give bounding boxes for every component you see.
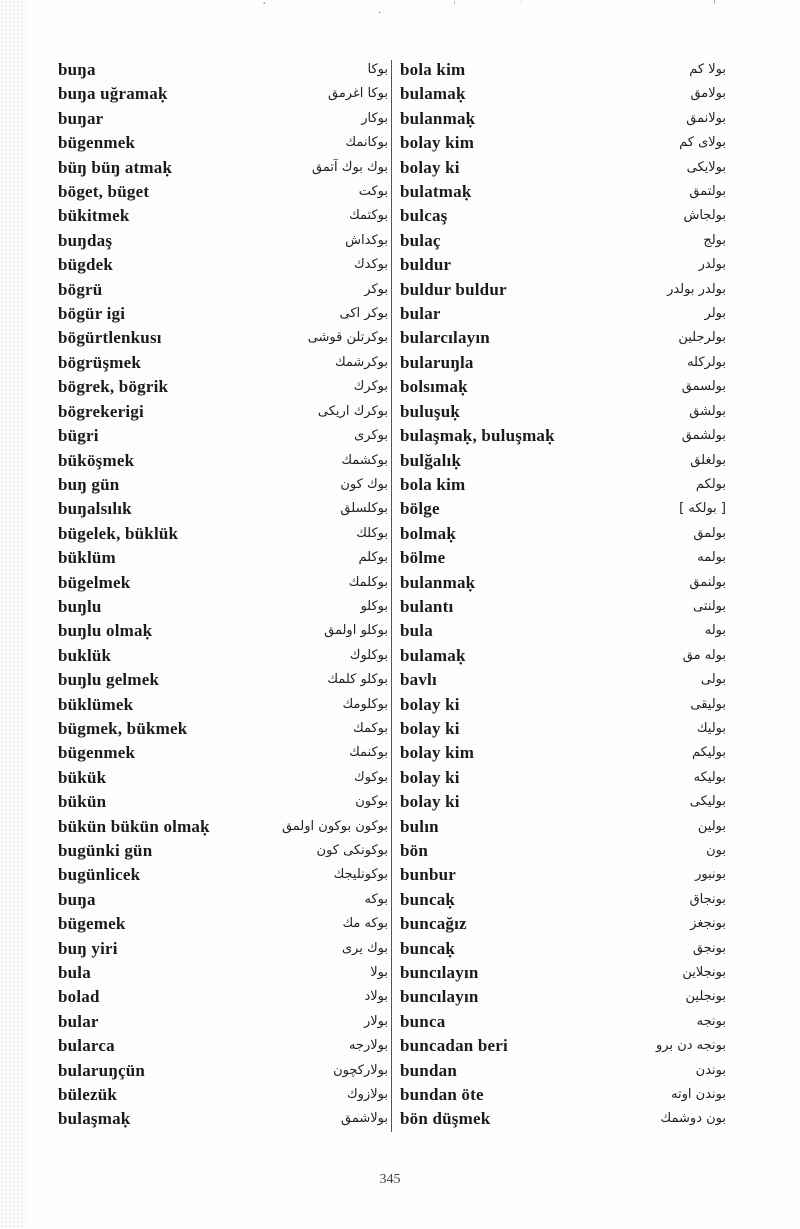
entry-transliteration: bükük bbox=[58, 767, 107, 787]
entry-transliteration: bügenmek bbox=[58, 133, 136, 153]
entry-transliteration: bolay ki bbox=[400, 718, 460, 738]
entry-arabic-script: بون bbox=[706, 843, 726, 858]
entry-transliteration: bögrekerigi bbox=[58, 401, 144, 421]
dictionary-entry bbox=[400, 912, 726, 936]
dictionary-entry bbox=[400, 156, 726, 180]
dictionary-entry bbox=[400, 473, 726, 497]
dictionary-entry bbox=[400, 790, 726, 814]
entry-arabic-script: بولى bbox=[700, 672, 726, 688]
dictionary-entry bbox=[58, 937, 388, 961]
entry-arabic-script: بونجه دن برو bbox=[656, 1038, 726, 1054]
entry-transliteration: bola kim bbox=[400, 474, 466, 494]
entry-transliteration: büköşmek bbox=[58, 450, 135, 470]
dictionary-entry bbox=[400, 229, 726, 253]
dictionary-entry bbox=[400, 888, 726, 912]
entry-arabic-script: بوكانمك bbox=[345, 135, 388, 151]
dictionary-entry bbox=[400, 131, 726, 155]
entry-transliteration: buluşuḳ bbox=[400, 401, 461, 421]
entry-arabic-script: بولا كم bbox=[689, 62, 726, 77]
entry-transliteration: bularuŋçün bbox=[58, 1060, 146, 1080]
dictionary-entry bbox=[400, 619, 726, 643]
entry-transliteration: buŋdaş bbox=[58, 230, 113, 250]
entry-arabic-script: بوكلو bbox=[360, 598, 388, 614]
entry-transliteration: buŋlu olmaḳ bbox=[58, 621, 153, 641]
dictionary-entry bbox=[400, 107, 726, 131]
entry-arabic-script: بولسمق bbox=[681, 379, 726, 395]
dictionary-entry bbox=[400, 82, 726, 106]
entry-arabic-script: بوكون بوكون اولمق bbox=[281, 818, 388, 834]
entry-transliteration: büklüm bbox=[58, 548, 116, 568]
entry-arabic-script: بولشمق bbox=[681, 428, 726, 444]
dictionary-entry bbox=[58, 400, 388, 424]
entry-arabic-script: بونجه bbox=[696, 1013, 726, 1029]
dictionary-entry bbox=[58, 619, 388, 643]
entry-transliteration: buŋlu bbox=[58, 596, 102, 616]
entry-transliteration: bularca bbox=[58, 1036, 115, 1056]
entry-arabic-script: بولمق bbox=[693, 525, 726, 541]
dictionary-entry bbox=[400, 278, 726, 302]
entry-arabic-script: بولامق bbox=[690, 86, 726, 102]
entry-transliteration: bölme bbox=[400, 548, 446, 568]
entry-transliteration: buncılayın bbox=[400, 987, 479, 1007]
dictionary-entry bbox=[400, 571, 726, 595]
left-column bbox=[58, 58, 388, 1132]
entry-transliteration: bulaşmaḳ, buluşmaḳ bbox=[400, 426, 555, 446]
entry-transliteration: buŋ yiri bbox=[58, 938, 118, 958]
entry-arabic-script: بولرجلين bbox=[678, 330, 726, 346]
entry-transliteration: bügmek, bükmek bbox=[58, 718, 188, 738]
entry-transliteration: bularcılayın bbox=[400, 328, 490, 348]
dictionary-entry bbox=[58, 790, 388, 814]
entry-transliteration: bular bbox=[400, 304, 441, 324]
entry-transliteration: bularuŋla bbox=[400, 352, 474, 372]
entry-transliteration: bulaç bbox=[400, 230, 441, 250]
entry-transliteration: bulın bbox=[400, 816, 439, 836]
dictionary-entry bbox=[58, 424, 388, 448]
entry-transliteration: bulantı bbox=[400, 596, 454, 616]
entry-arabic-script: بوك يرى bbox=[341, 940, 388, 956]
entry-transliteration: bavlı bbox=[400, 670, 437, 690]
dictionary-entry bbox=[400, 302, 726, 326]
entry-arabic-script: بوليكه bbox=[693, 769, 726, 785]
entry-transliteration: bolay kim bbox=[400, 743, 475, 763]
dictionary-entry bbox=[400, 204, 726, 228]
dictionary-entry bbox=[58, 375, 388, 399]
entry-arabic-script: بونجاق bbox=[689, 891, 726, 907]
entry-arabic-script: بوك كون bbox=[340, 476, 388, 492]
entry-transliteration: buncadan beri bbox=[400, 1036, 508, 1056]
dictionary-entry bbox=[400, 815, 726, 839]
entry-arabic-script: بوكلمك bbox=[348, 574, 388, 590]
dictionary-entry bbox=[58, 815, 388, 839]
entry-arabic-script: بوكا bbox=[367, 62, 388, 77]
dictionary-entry bbox=[58, 985, 388, 1009]
entry-arabic-script: بوكت bbox=[358, 184, 388, 200]
entry-transliteration: bolay ki bbox=[400, 792, 460, 812]
entry-arabic-script: بوكه bbox=[364, 891, 388, 907]
dictionary-entry bbox=[58, 278, 388, 302]
entry-arabic-script: بولكم bbox=[695, 476, 726, 492]
top-print-marks bbox=[0, 0, 800, 24]
entry-arabic-script: بولاى كم bbox=[679, 135, 726, 151]
entry-arabic-script: بوندن اوته bbox=[671, 1087, 726, 1103]
entry-arabic-script: بوليكم bbox=[691, 745, 726, 761]
column-divider bbox=[391, 60, 392, 1132]
entry-transliteration: buŋalsılık bbox=[58, 499, 132, 519]
entry-arabic-script: بوكدك bbox=[353, 257, 388, 273]
entry-transliteration: bükitmek bbox=[58, 206, 130, 226]
entry-arabic-script: بوكونليجك bbox=[333, 867, 388, 883]
entry-transliteration: buldur buldur bbox=[400, 279, 507, 299]
entry-transliteration: bula bbox=[400, 621, 433, 641]
entry-transliteration: bugünlicek bbox=[58, 865, 141, 885]
entry-arabic-script: بوندن bbox=[695, 1062, 726, 1078]
dictionary-entry bbox=[58, 131, 388, 155]
entry-arabic-script: بولج bbox=[703, 232, 726, 248]
dictionary-entry bbox=[58, 571, 388, 595]
entry-arabic-script: بونجلين bbox=[685, 989, 726, 1005]
entry-transliteration: buncağız bbox=[400, 914, 467, 934]
entry-arabic-script: بوليكى bbox=[689, 794, 726, 810]
entry-arabic-script: بوك بوك آتمق bbox=[312, 159, 388, 175]
entry-arabic-script: بوكوك bbox=[354, 769, 388, 785]
entry-transliteration: bulaşmaḳ bbox=[58, 1109, 131, 1129]
dictionary-entry bbox=[400, 375, 726, 399]
dictionary-entry bbox=[58, 1034, 388, 1058]
entry-arabic-script: بولارجه bbox=[348, 1038, 388, 1054]
entry-arabic-script: بولانمق bbox=[686, 110, 726, 126]
entry-transliteration: buŋar bbox=[58, 108, 104, 128]
entry-transliteration: buklük bbox=[58, 645, 112, 665]
entry-transliteration: bulcaş bbox=[400, 206, 448, 226]
dictionary-entry bbox=[58, 58, 388, 82]
dictionary-entry bbox=[58, 1010, 388, 1034]
entry-arabic-script: بولين bbox=[697, 818, 726, 834]
entry-transliteration: bön düşmek bbox=[400, 1109, 491, 1129]
entry-transliteration: bügenmek bbox=[58, 743, 136, 763]
entry-transliteration: böget, büget bbox=[58, 182, 150, 202]
dictionary-entry bbox=[400, 400, 726, 424]
entry-arabic-script: بولتمق bbox=[689, 184, 726, 200]
dictionary-entry bbox=[400, 449, 726, 473]
print-mark: · bbox=[378, 8, 382, 19]
entry-arabic-script: بولاد bbox=[364, 989, 388, 1005]
entry-arabic-script: بوكمك bbox=[353, 720, 388, 736]
entry-transliteration: buŋa bbox=[58, 889, 96, 909]
entry-transliteration: bulğalıḳ bbox=[400, 450, 462, 470]
dictionary-entry bbox=[58, 326, 388, 350]
dictionary-entry bbox=[58, 449, 388, 473]
entry-arabic-script: بوكلم bbox=[358, 550, 388, 566]
entry-transliteration: bola kim bbox=[400, 60, 466, 79]
entry-arabic-script: بولغلق bbox=[690, 452, 726, 468]
dictionary-entry bbox=[58, 204, 388, 228]
dictionary-entry bbox=[58, 473, 388, 497]
entry-arabic-script: بوليقى bbox=[690, 696, 726, 712]
entry-arabic-script: بولايكى bbox=[686, 159, 726, 175]
entry-transliteration: bulamaḳ bbox=[400, 645, 466, 665]
entry-transliteration: bula bbox=[58, 963, 91, 983]
entry-arabic-script: بوكار bbox=[361, 110, 388, 126]
entry-arabic-script: بوكونكى كون bbox=[316, 843, 388, 858]
entry-arabic-script: بوكر bbox=[364, 281, 388, 297]
dictionary-entry bbox=[58, 546, 388, 570]
dictionary-entry bbox=[58, 156, 388, 180]
dictionary-entry bbox=[400, 351, 726, 375]
entry-transliteration: buncılayın bbox=[400, 963, 479, 983]
dictionary-entry bbox=[58, 644, 388, 668]
entry-arabic-script: بوكلو كلمك bbox=[327, 672, 388, 688]
entry-transliteration: büŋ büŋ atmaḳ bbox=[58, 157, 173, 177]
entry-arabic-script: بوكتمك bbox=[349, 208, 388, 224]
entry-transliteration: bunca bbox=[400, 1011, 446, 1031]
entry-arabic-script: بوكلوك bbox=[349, 647, 388, 663]
dictionary-entry bbox=[58, 595, 388, 619]
entry-transliteration: bolay ki bbox=[400, 157, 460, 177]
dictionary-entry bbox=[58, 839, 388, 863]
dictionary-entry bbox=[400, 766, 726, 790]
entry-transliteration: bügdek bbox=[58, 255, 114, 275]
dictionary-entry bbox=[58, 253, 388, 277]
entry-arabic-script: بولنتى bbox=[693, 598, 726, 614]
entry-arabic-script: بوكون bbox=[355, 794, 388, 810]
entry-arabic-script: بولركله bbox=[687, 354, 726, 370]
dictionary-entry bbox=[58, 522, 388, 546]
entry-arabic-script: [ بولكه ] bbox=[679, 501, 726, 517]
dictionary-entry bbox=[400, 522, 726, 546]
page-edge-texture bbox=[0, 0, 26, 1229]
dictionary-entry bbox=[400, 58, 726, 82]
entry-arabic-script: بوله bbox=[704, 623, 726, 639]
entry-arabic-script: بوكر اكى bbox=[339, 306, 388, 322]
entry-arabic-script: بولازوك bbox=[346, 1087, 388, 1103]
dictionary-entry bbox=[400, 1059, 726, 1083]
dictionary-entry bbox=[400, 1083, 726, 1107]
entry-arabic-script: بوكلو اولمق bbox=[324, 623, 388, 639]
dictionary-entry bbox=[400, 326, 726, 350]
entry-transliteration: bögür igi bbox=[58, 304, 126, 324]
dictionary-entry bbox=[58, 302, 388, 326]
entry-arabic-script: بولمه bbox=[697, 550, 726, 566]
entry-arabic-script: بونجلاين bbox=[682, 965, 726, 981]
dictionary-entry bbox=[400, 253, 726, 277]
entry-transliteration: bulamaḳ bbox=[400, 84, 466, 104]
entry-transliteration: bügemek bbox=[58, 914, 126, 934]
entry-arabic-script: بولنمق bbox=[689, 574, 726, 590]
entry-transliteration: bölge bbox=[400, 499, 440, 519]
dictionary-entry bbox=[58, 863, 388, 887]
entry-transliteration: bögrü bbox=[58, 279, 103, 299]
entry-transliteration: bolay kim bbox=[400, 133, 475, 153]
entry-arabic-script: بوليك bbox=[696, 720, 726, 736]
dictionary-entry bbox=[58, 351, 388, 375]
entry-arabic-script: بوكه مك bbox=[342, 916, 388, 932]
entry-arabic-script: بولا bbox=[370, 965, 388, 981]
dictionary-entry bbox=[400, 717, 726, 741]
entry-arabic-script: بولار bbox=[363, 1013, 388, 1029]
entry-transliteration: bular bbox=[58, 1011, 99, 1031]
entry-transliteration: buŋa uğramaḳ bbox=[58, 84, 168, 104]
entry-arabic-script: بوكرى bbox=[354, 428, 388, 444]
entry-arabic-script: بوكلومك bbox=[342, 696, 388, 712]
entry-arabic-script: بوكرك اريكى bbox=[317, 403, 388, 419]
entry-transliteration: bolay ki bbox=[400, 767, 460, 787]
dictionary-entry bbox=[400, 839, 726, 863]
entry-arabic-script: بوكداش bbox=[345, 232, 388, 248]
entry-arabic-script: بوكرك bbox=[353, 379, 388, 395]
entry-transliteration: buŋlu gelmek bbox=[58, 670, 160, 690]
entry-arabic-script: بوكنمك bbox=[349, 745, 388, 761]
dictionary-entry bbox=[58, 1107, 388, 1131]
dictionary-entry bbox=[400, 546, 726, 570]
entry-transliteration: bön bbox=[400, 841, 429, 860]
dictionary-entry bbox=[400, 693, 726, 717]
entry-arabic-script: بونجق bbox=[692, 940, 726, 956]
dictionary-entry bbox=[400, 644, 726, 668]
entry-transliteration: buncaḳ bbox=[400, 938, 456, 958]
entry-arabic-script: بولاركچون bbox=[333, 1062, 388, 1078]
entry-transliteration: bükün bbox=[58, 792, 107, 812]
entry-transliteration: bolmaḳ bbox=[400, 523, 456, 543]
dictionary-entry bbox=[400, 961, 726, 985]
print-mark: ٰ ٰ bbox=[712, 2, 716, 13]
entry-arabic-script: بوكا اغرمق bbox=[327, 86, 388, 102]
entry-transliteration: buldur bbox=[400, 255, 452, 275]
entry-transliteration: bögürtlenkusı bbox=[58, 328, 162, 348]
entry-transliteration: buŋ gün bbox=[58, 474, 120, 494]
dictionary-entry bbox=[400, 668, 726, 692]
entry-transliteration: bükün bükün olmaḳ bbox=[58, 816, 210, 836]
entry-arabic-script: بولجاش bbox=[683, 208, 726, 224]
dictionary-entry bbox=[400, 1010, 726, 1034]
dictionary-entry bbox=[58, 82, 388, 106]
entry-transliteration: bügelek, büklük bbox=[58, 523, 179, 543]
entry-transliteration: bulanmaḳ bbox=[400, 108, 476, 128]
entry-arabic-script: بولاشمق bbox=[341, 1111, 388, 1127]
dictionary-entry bbox=[400, 1107, 726, 1131]
right-column bbox=[400, 58, 726, 1132]
dictionary-entry bbox=[400, 985, 726, 1009]
dictionary-entry bbox=[58, 1083, 388, 1107]
dictionary-entry bbox=[58, 1059, 388, 1083]
dictionary-entry bbox=[58, 888, 388, 912]
entry-transliteration: bugünki gün bbox=[58, 841, 153, 860]
dictionary-entry bbox=[58, 180, 388, 204]
entry-transliteration: büklümek bbox=[58, 694, 134, 714]
dictionary-entry bbox=[58, 693, 388, 717]
entry-transliteration: buncaḳ bbox=[400, 889, 456, 909]
entry-transliteration: bolay ki bbox=[400, 694, 460, 714]
entry-transliteration: bundan bbox=[400, 1060, 457, 1080]
entry-transliteration: bügelmek bbox=[58, 572, 131, 592]
entry-arabic-script: بوكلسلق bbox=[340, 501, 388, 517]
entry-transliteration: bülezük bbox=[58, 1085, 118, 1105]
entry-transliteration: bundan öte bbox=[400, 1085, 484, 1105]
entry-transliteration: buŋa bbox=[58, 60, 96, 79]
entry-transliteration: bügri bbox=[58, 426, 99, 446]
dictionary-entry bbox=[400, 595, 726, 619]
dictionary-entry bbox=[58, 961, 388, 985]
entry-transliteration: bögrek, bögrik bbox=[58, 377, 169, 397]
entry-arabic-script: بونبور bbox=[695, 867, 726, 883]
entry-transliteration: bulanmaḳ bbox=[400, 572, 476, 592]
entry-transliteration: bolsımaḳ bbox=[400, 377, 468, 397]
entry-arabic-script: بوكرشمك bbox=[334, 354, 388, 370]
entry-transliteration: bögrüşmek bbox=[58, 352, 142, 372]
entry-arabic-script: بوكشمك bbox=[341, 452, 388, 468]
entry-transliteration: bulatmaḳ bbox=[400, 182, 472, 202]
dictionary-entry bbox=[58, 912, 388, 936]
entry-arabic-script: بونجغز bbox=[690, 916, 726, 932]
dictionary-entry bbox=[400, 424, 726, 448]
dictionary-entry bbox=[58, 717, 388, 741]
entry-arabic-script: بوكلك bbox=[356, 525, 388, 541]
dictionary-entry bbox=[58, 766, 388, 790]
dictionary-entry bbox=[400, 1034, 726, 1058]
page-number: 345 bbox=[379, 1172, 401, 1187]
entry-arabic-script: بوكرتلن قوشى bbox=[307, 330, 388, 346]
entry-transliteration: bunbur bbox=[400, 865, 457, 885]
dictionary-entry bbox=[400, 741, 726, 765]
dictionary-entry bbox=[400, 497, 726, 521]
entry-transliteration: bolad bbox=[58, 987, 100, 1007]
dictionary-entry bbox=[400, 937, 726, 961]
dictionary-entry bbox=[58, 497, 388, 521]
dictionary-entry bbox=[58, 107, 388, 131]
entry-arabic-script: بولدر bbox=[698, 257, 726, 273]
dictionary-entry bbox=[400, 180, 726, 204]
dictionary-entry bbox=[58, 229, 388, 253]
entry-arabic-script: بوله مق bbox=[682, 647, 726, 663]
dictionary-entry bbox=[58, 668, 388, 692]
entry-arabic-script: بولر bbox=[704, 306, 726, 322]
dictionary-entry bbox=[400, 863, 726, 887]
entry-arabic-script: بولشق bbox=[689, 403, 726, 419]
dictionary-entry bbox=[58, 741, 388, 765]
entry-arabic-script: بون دوشمك bbox=[660, 1111, 726, 1127]
entry-arabic-script: بولدر بولدر bbox=[667, 281, 726, 297]
